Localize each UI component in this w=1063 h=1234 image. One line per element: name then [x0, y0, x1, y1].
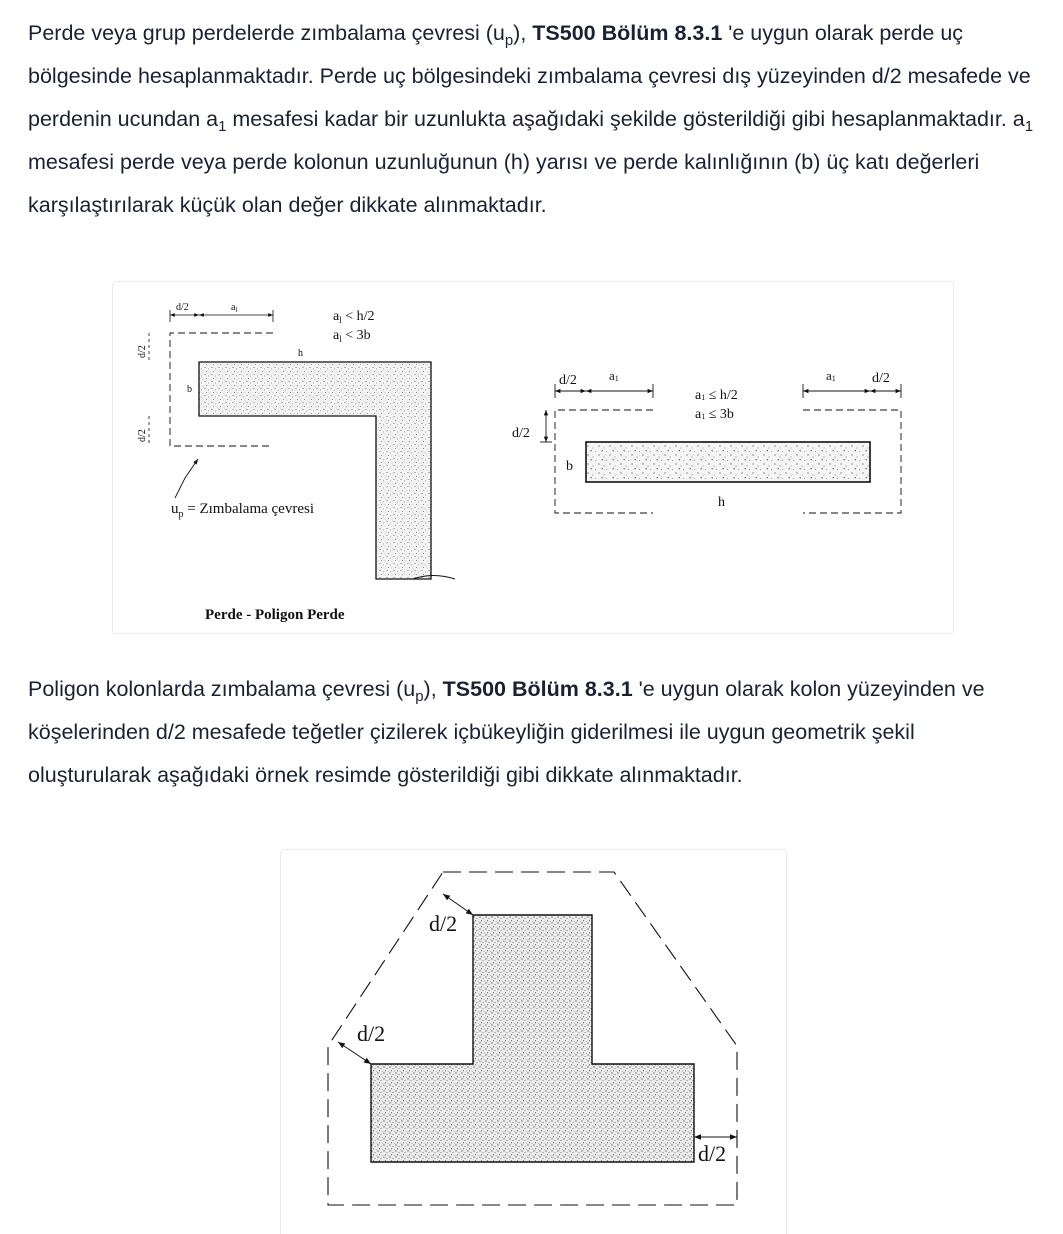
subscript: 1	[1024, 118, 1034, 135]
polygon-column-figure	[280, 849, 787, 1234]
dim-d2-label: d/2	[559, 373, 577, 388]
dim-b-label: b	[187, 384, 192, 395]
dim-d2-label: d/2	[137, 345, 148, 358]
dim-a1-label: a1	[609, 368, 619, 383]
dim-b-label: b	[566, 459, 573, 474]
intro-paragraph	[28, 12, 1038, 227]
condition-a1-h: $a_l < h/2$	[333, 309, 375, 325]
dim-d2-label: d/2	[176, 302, 189, 313]
t-column-section	[371, 915, 694, 1162]
dim-d2-label: d/2	[429, 911, 458, 936]
subscript: p	[415, 688, 424, 705]
dim-d2-label: d/2	[137, 429, 148, 442]
condition-a1-h: a1 ≤ h/2	[695, 388, 738, 403]
l-wall-section	[199, 362, 431, 579]
l-wall-drawing	[137, 302, 455, 623]
dim-h-label: h	[298, 348, 303, 359]
standard-reference: TS500 Bölüm 8.3.1	[442, 677, 633, 701]
dim-a1-label: a1	[826, 368, 836, 383]
rect-wall-section	[586, 442, 870, 482]
dim-a1-label: $a_l$	[231, 302, 238, 314]
subscript: p	[504, 32, 514, 49]
standard-reference: TS500 Bölüm 8.3.1	[532, 21, 723, 45]
wall-punching-perimeter-figure	[112, 281, 954, 634]
rect-wall-drawing	[512, 368, 901, 513]
text-run: Perde veya grup perdelerde zımbalama çevresi (u	[28, 21, 505, 45]
dim-d2-label: d/2	[357, 1021, 386, 1046]
condition-a1-b: a1 ≤ 3b	[695, 407, 734, 422]
dim-d2-label: d/2	[698, 1141, 727, 1166]
text-run: mesafesi kadar bir uzunlukta aşağıdaki şekilde gösterildiği gibi hesaplanmaktadır. a	[226, 107, 1025, 131]
figure-caption: Perde - Poligon Perde	[205, 607, 345, 623]
polygon-paragraph	[28, 668, 1038, 797]
text-run: mesafesi perde veya perde kolonun uzunluğunun (h) yarısı ve perde kalınlığının (b) üç katı değerleri karşılaştırılarak küçük olan değer dikkate alınmaktadır.	[28, 150, 980, 217]
subscript: 1	[218, 118, 227, 135]
perimeter-legend: $u_p$ = Zımbalama çevresi	[171, 501, 314, 520]
text-run: 'e uygun olarak kolon yüzeyinden ve köşelerinden d/2 mesafede teğetler çizilerek içbükeyliğin giderilmesi ile uygun geometrik şekil oluşturularak aşağıdaki örnek resimde gösterildiği gibi dikkate alınmaktadır.	[28, 677, 985, 787]
text-run: ),	[513, 21, 533, 45]
dim-d2-label: d/2	[512, 426, 530, 441]
dim-h-label: h	[718, 495, 725, 510]
condition-a1-b: $a_l < 3b$	[333, 328, 371, 344]
dim-d2-label: d/2	[872, 371, 890, 386]
text-run: Poligon kolonlarda zımbalama çevresi (u	[28, 677, 416, 701]
text-run: ),	[423, 677, 443, 701]
text-run: 'e uygun olarak perde uç bölgesinde hesaplanmaktadır. Perde uç bölgesindeki zımbalama çevresi dış yüzeyinden d/2 mesafede ve perdenin ucundan a	[28, 21, 1031, 131]
